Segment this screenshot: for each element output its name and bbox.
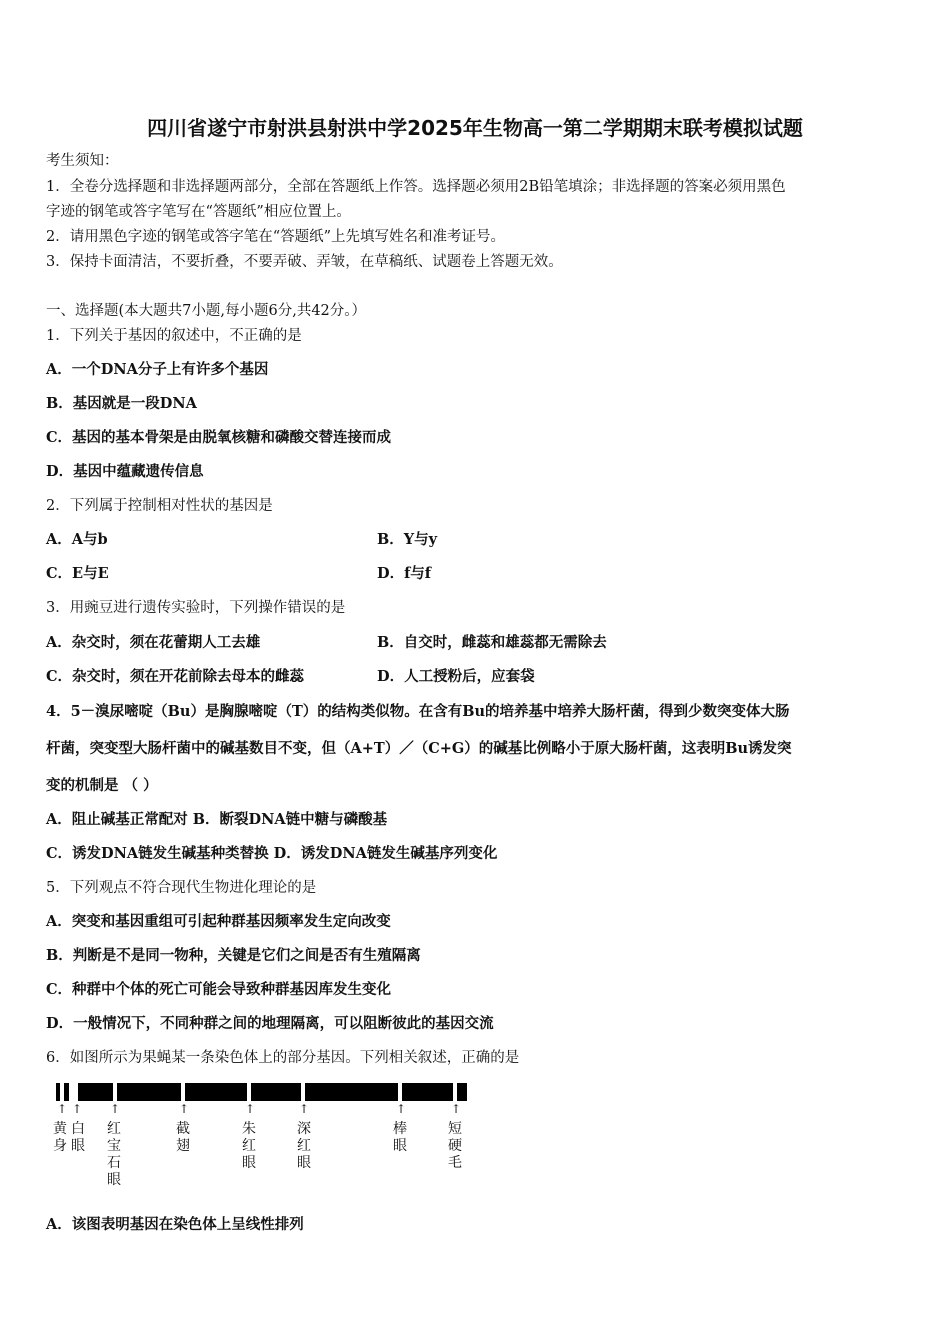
notice-item-1-cont: 字迹的钢笔或答字笔写在“答题纸”相应位置上。 [46,204,351,220]
notice-item-3: 3．保持卡面清洁，不要折叠，不要弄破、弄皱，在草稿纸、试题卷上答题无效。 [46,254,563,270]
chromosome-segment [78,1083,113,1101]
q3-option-b: B．自交时，雌蕊和雄蕊都无需除去 [377,634,607,651]
q5-option-c: C．种群中个体的死亡可能会导致种群基因库发生变化 [46,981,392,998]
q3-option-c: C．杂交时，须在开花前除去母本的雌蕊 [46,668,305,685]
q3-stem: 3．用豌豆进行遗传实验时，下列操作错误的是 [46,600,346,616]
q6-stem: 6．如图所示为果蝇某一条染色体上的部分基因。下列相关叙述，正确的是 [46,1050,520,1066]
gene-arrow: ↑ [57,1102,68,1116]
gene-label-garnet-eye: 深红眼 [297,1121,311,1171]
gene-label-ruby-eye: 红宝石眼 [107,1121,121,1188]
q4-stem-line2: 杆菌，突变型大肠杆菌中的碱基数目不变，但（A+T）／（C+G）的碱基比例略小于原大肠杆菌，这表明Bu诱发突 [46,740,792,757]
chromosome-segment [117,1083,181,1101]
q1-option-c: C．基因的基本骨架是由脱氧核糖和磷酸交替连接而成 [46,429,392,446]
q3-option-a: A．杂交时，须在花蕾期人工去雄 [46,634,261,651]
q6-option-a: A．该图表明基因在染色体上呈线性排列 [46,1216,304,1233]
gene-arrow: ↑ [396,1102,407,1116]
chromosome-segment [457,1083,467,1101]
section-heading: 一、选择题(本大题共7小题,每小题6分,共42分。） [46,303,367,319]
notice-heading: 考生须知： [46,153,119,169]
q5-option-b: B．判断是不是同一物种，关键是它们之间是否有生殖隔离 [46,947,421,964]
gene-label-cut-wing: 截翅 [176,1121,190,1154]
gene-arrow: ↑ [179,1102,190,1116]
gene-arrow: ↑ [110,1102,121,1116]
gene-label-bar-eye: 棒眼 [393,1121,407,1154]
page-title: 四川省遂宁市射洪县射洪中学2025年生物高一第二学期期末联考模拟试题 [147,116,803,140]
chromosome-segment [185,1083,247,1101]
chromosome-segment [64,1083,69,1101]
chromosome-segment [56,1083,60,1101]
gene-label-short-bristle: 短硬毛 [448,1121,462,1171]
q2-option-c: C．E与E [46,565,109,582]
gene-arrow: ↑ [245,1102,256,1116]
q1-option-b: B．基因就是一段DNA [46,395,197,412]
q4-options-ab: A．阻止碱基正常配对 B．断裂DNA链中糖与磷酸基 [46,811,388,828]
chromosome-segment [402,1083,453,1101]
q1-stem: 1．下列关于基因的叙述中，不正确的是 [46,328,302,344]
q5-option-d: D．一般情况下，不同种群之间的地理隔离，可以阻断彼此的基因交流 [46,1015,494,1032]
q5-stem: 5．下列观点不符合现代生物进化理论的是 [46,880,317,896]
q2-option-a: A．A与b [46,531,108,548]
gene-arrow: ↑ [451,1102,462,1116]
q4-stem-line1: 4．5－溴尿嘧啶（Bu）是胸腺嘧啶（T）的结构类似物。在含有Bu的培养基中培养大肠杆菌，得到少数突变体大肠 [46,703,790,720]
gene-label-yellow-body: 黄身 [53,1121,67,1154]
q4-options-cd: C．诱发DNA链发生碱基种类替换 D．诱发DNA链发生碱基序列变化 [46,845,498,862]
q5-option-a: A．突变和基因重组可引起种群基因频率发生定向改变 [46,913,391,930]
q2-stem: 2．下列属于控制相对性状的基因是 [46,498,273,514]
notice-item-1: 1．全卷分选择题和非选择题两部分，全部在答题纸上作答。选择题必须用2B铅笔填涂；非选择题的答案必须用黑色 [46,179,786,195]
gene-arrow: ↑ [299,1102,310,1116]
gene-arrow: ↑ [72,1102,83,1116]
gene-label-white-eye: 白眼 [71,1121,85,1154]
chromosome-segment [251,1083,301,1101]
chromosome-segment [305,1083,398,1101]
gene-label-vermilion-eye: 朱红眼 [242,1121,256,1171]
q1-option-d: D．基因中蕴藏遗传信息 [46,463,204,480]
q1-option-a: A．一个DNA分子上有许多个基因 [46,361,269,378]
notice-item-2: 2．请用黑色字迹的钢笔或答字笔在“答题纸”上先填写姓名和准考证号。 [46,229,506,245]
q2-option-d: D．f与f [377,565,432,582]
q3-option-d: D．人工授粉后，应套袋 [377,668,535,685]
q2-option-b: B．Y与y [377,531,438,548]
q4-stem-line3: 变的机制是 （ ） [46,777,158,794]
